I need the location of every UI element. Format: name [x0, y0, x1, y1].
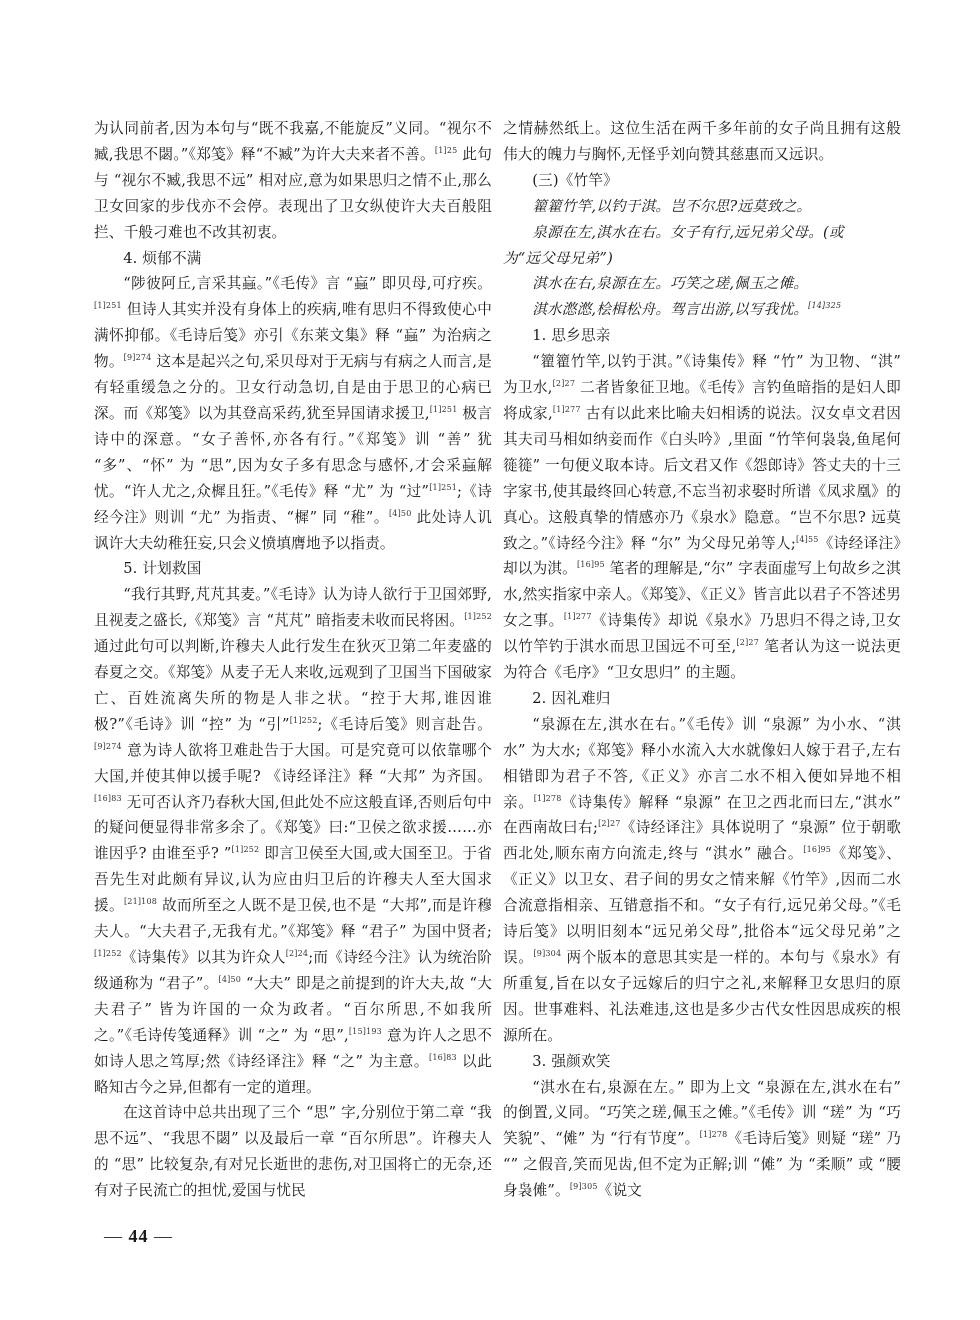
text-run: 泉源在左,淇水在右。女子有行,远兄弟父母。(或: [532, 223, 844, 241]
section-heading: [94, 246, 492, 272]
citation-superscript: [1]277: [552, 405, 581, 415]
text-run: 《诗集传》以其为许众人: [121, 949, 286, 966]
text-run: 《诗集传》却说《泉水》乃思归不得之诗,卫女以竹竿钓于淇水而思卫国远不可至,: [503, 612, 901, 656]
paragraph: [94, 116, 492, 246]
paragraph: [94, 582, 492, 1100]
text-run: 即言卫侯至大国,或大国至卫。于省吾先生对此颇有异议,认为应由归卫后的许穆夫人至大国求援。: [94, 845, 492, 915]
text-run: 两个版本的意思其实是一样的。本句与《泉水》有所重复,旨在以女子远嫁后的归宁之礼,来解释卫女思归的原因。世事难料、礼法难违,这也是多少古代女性因思成疾的根源所在。: [503, 949, 901, 1044]
paragraph: [94, 1100, 492, 1204]
citation-superscript: [1]278: [699, 1130, 728, 1140]
citation-superscript: [4]50: [218, 975, 242, 985]
poem-line: [503, 194, 901, 220]
citation-superscript: [1]252: [94, 949, 122, 959]
citation-superscript: [4]55: [796, 534, 819, 544]
text-run: “淇水在右,泉源在左。” 即为上文 “泉源在左,淇水在右” 的倒置,义同。“巧笑之瑳,佩玉之傩。”《毛传》训 “瑳” 为 “巧笑貌”、“傩” 为 “行有节度”。: [503, 1078, 901, 1148]
text-run: 在这首诗中总共出现了三个 “思” 字,分别位于第二章 “我思不远”、“我思不閟” 以及最后一章 “百尔所思”。许穆夫人的 “思” 比较复杂,有对兄长逝世的悲伤,对卫国将亡的无奈,还有对子民流亡的担忧,爱国与忧民: [94, 1104, 492, 1200]
citation-superscript: [1]251: [94, 301, 122, 311]
citation-superscript: [2]27: [736, 638, 759, 648]
section-heading: [94, 556, 492, 582]
text-run: 5. 计划救国: [123, 560, 202, 578]
citation-superscript: [1]251: [429, 405, 458, 415]
text-run: 《毛诗后笺》则疑 “瑳” 乃 “” 之假音,笑而见齿,但不定为正解;训 “傩” 为 “柔顺” 或 “腰身袅傩”。: [503, 1130, 901, 1200]
poem-line: [503, 246, 901, 272]
citation-superscript: [4]50: [388, 508, 412, 518]
paragraph: [503, 712, 901, 1049]
text-run: ;《诗经今注》则训 “尤” 为指责、“樨” 同 “稚”。: [94, 482, 492, 526]
citation-superscript: [16]83: [94, 793, 122, 803]
citation-superscript: [1]252: [289, 715, 318, 725]
text-run: 极言诗中的深意。“女子善怀,亦各有行。”《郑笺》训 “善” 犹 “多”、“怀” 为 “思”,因为女子多有思念与感怀,才会采蝱解忧。“许人尤之,众樨且狂。”《毛传》释 “尤” 为 “过”: [94, 404, 492, 500]
citation-superscript: [21]108: [123, 897, 158, 907]
text-run: 为认同前者,因为本句与“既不我嘉,不能旋反”义同。“视尔不臧,我思不閟。”《郑笺》释“不臧”为许大夫来者不善。: [94, 120, 492, 163]
citation-superscript: [1]252: [464, 612, 492, 622]
page-number-value: 44: [128, 1226, 149, 1246]
citation-superscript: [15]193: [348, 1026, 382, 1036]
text-run: 《说文: [597, 1182, 643, 1200]
citation-superscript: [1]278: [533, 793, 562, 803]
text-run: 这本是起兴之句,采贝母对于无病与有病之人而言,是有轻重缓急之分的。卫女行动急切,自是由于思卫的心病已深。而《郑笺》以为其登高采药,犹至异国请求援卫,: [94, 353, 492, 422]
text-run: (三)《竹竿》: [532, 171, 618, 189]
section-heading: [503, 168, 901, 194]
text-run: 此处诗人讥讽许大夫幼稚狂妄,只会义愤填膺地予以指责。: [94, 508, 492, 552]
citation-superscript: [1]25: [434, 146, 458, 156]
text-run: ;而《诗经今注》认为统治阶级通称为 “君子”。: [94, 949, 492, 992]
poem-line: [503, 297, 901, 323]
text-run: 淇水滺滺,桧楫松舟。驾言出游,以写我忧。: [532, 301, 809, 319]
left-column: [94, 116, 492, 1204]
citation-superscript: [1]277: [563, 612, 592, 622]
section-heading: [503, 323, 901, 349]
text-run: 之情赫然纸上。这位生活在两千多年前的女子尚且拥有这般伟大的魄力与胸怀,无怪乎刘向赞其慈惠而又远识。: [503, 120, 901, 163]
text-run: 无可否认齐乃春秋大国,但此处不应这般直译,否则后句中的疑问便显得非常多余了。《郑笺》曰:“卫侯之欲求援……亦谁因乎? 由谁至乎? ”: [94, 793, 492, 863]
citation-superscript: [2]24: [285, 949, 309, 959]
text-run: 二者皆象征卫地。《毛传》言钓鱼暗指的是妇人即将成家,: [503, 379, 901, 422]
text-run: 为“远父母兄弟”): [503, 249, 613, 267]
paragraph: [503, 349, 901, 686]
text-run: “我行其野,芃芃其麦。”《毛诗》认为诗人欲行于卫国郊野,且视麦之盛长,《郑笺》言 “芃芃” 暗指麦未收而民将困。: [94, 586, 492, 630]
paragraph: [503, 116, 901, 168]
paragraph: [94, 271, 492, 556]
citation-superscript: [9]305: [569, 1182, 598, 1192]
paragraph: [503, 1075, 901, 1205]
text-run: 《郑笺》、《正义》以卫女、君子间的男女之情来解《竹竿》,因而二水合流意指相亲、互错意指不和。“女子有行,远兄弟父母。”《毛诗后笺》以明旧刻本“远兄弟父母”,批俗本“远父母兄弟”之误。: [503, 845, 901, 966]
poem-line: [503, 220, 901, 246]
poem-line: [503, 271, 901, 297]
text-run: 4. 烦郁不满: [123, 249, 202, 267]
text-run: 古有以此来比喻夫妇相诱的说法。汉女卓文君因其夫司马相如纳妾而作《白头吟》,里面 “竹竿何袅袅,鱼尾何簁簁” 一句便义取本诗。后文君又作《怨郎诗》答丈夫的十三字家书,使其最终回心转意,不忘当初求娶时所谱《凤求凰》的真心。这般真挚的情感亦乃《泉水》隐意。“岂不尔思? 远莫致之。”《诗经今注》释 “尔” 为父母兄弟等人;: [503, 404, 901, 552]
text-run: 意为诗人欲将卫难赴告于大国。可是究竟可以依靠哪个大国,并使其伸以援手呢? 《诗经译注》释 “大邦” 为齐国。: [94, 741, 492, 785]
text-run: ;《毛诗后笺》则言赴告。: [317, 715, 492, 733]
text-run: “陟彼阿丘,言采其蝱。”《毛传》言 “蝱” 即贝母,可疗疾。: [123, 275, 492, 293]
citation-superscript: [16]83: [429, 1052, 457, 1062]
text-run: 籊籊竹竿,以钓于淇。岂不尔思?远莫致之。: [532, 197, 812, 215]
text-run: 1. 思乡思亲: [532, 327, 611, 345]
citation-superscript: [2]27: [598, 819, 621, 829]
text-run: 《诗经译注》具体说明了 “泉源” 位于朝歌西北处,顺东南方向流走,终与 “淇水” 融合。: [503, 819, 901, 863]
text-run: 以此略知古今之异,但都有一定的道理。: [94, 1052, 492, 1096]
text-run: “大夫” 即是之前提到的许大夫,故 “大夫君子” 皆为许国的一众为政者。“百尔所思,不如我所之。”《毛诗传笺通释》训 “之” 为 “思”,: [94, 974, 492, 1044]
citation-superscript: [2]27: [552, 379, 576, 389]
text-run: “泉源在左,淇水在右。”《毛传》训 “泉源” 为小水、“淇水” 为大水;《郑笺》释小水流入大水就像妇人嫁于君子,左右相错即为君子不答,《正义》亦言二水不相入便如异地不相亲。: [503, 715, 901, 811]
text-run: 笔者认为这一说法更为符合《毛序》“卫女思归” 的主题。: [503, 638, 901, 682]
section-heading: [503, 1049, 901, 1075]
text-run: 淇水在右,泉源在左。巧笑之瑳,佩玉之傩。: [532, 275, 809, 293]
page-number-dash-left: —: [104, 1226, 123, 1246]
right-column: [503, 116, 901, 1204]
page-number-dash-right: —: [154, 1226, 173, 1246]
text-run: 《诗经译注》却以为淇。: [503, 534, 901, 578]
text-run: 3. 强颜欢笑: [532, 1052, 611, 1070]
section-heading: [503, 686, 901, 712]
citation-superscript: [9]274: [94, 741, 122, 751]
text-run: 但诗人其实并没有身体上的疾病,唯有思归不得致使心中满怀抑郁。《毛诗后笺》亦引《东莱文集》释 “蝱” 为治病之物。: [94, 301, 492, 371]
text-run: 《诗集传》解释 “泉源” 在卫之西北而曰左,“淇水” 在西南故曰右;: [503, 793, 901, 837]
citation-superscript: [14]325: [808, 301, 842, 311]
page-number: [104, 1226, 173, 1247]
citation-superscript: [16]95: [803, 845, 832, 855]
text-run: 意为许人之思不如诗人思之笃厚;然《诗经译注》释 “之” 为主意。: [94, 1026, 492, 1070]
citation-superscript: [9]304: [533, 949, 562, 959]
citation-superscript: [1]252: [231, 845, 260, 855]
citation-superscript: [9]274: [123, 353, 152, 363]
text-run: 此句与 “视尔不臧,我思不远” 相对应,意为如果思归之情不止,那么卫女回家的步伐亦不会停。表现出了卫女纵使许大夫百般阻拦、千般刁难也不改其初衷。: [94, 145, 493, 241]
text-run: 2. 因礼难归: [532, 689, 611, 707]
citation-superscript: [16]95: [576, 560, 605, 570]
text-run: 笔者的理解是,“尔” 字表面虚写上句故乡之淇水,然实指家中亲人。《郑笺》、《正义》皆言此以君子不答述男女之事。: [503, 560, 901, 630]
text-run: “籊籊竹竿,以钓于淇。”《诗集传》释 “竹” 为卫物、“淇” 为卫水,: [503, 353, 901, 397]
citation-superscript: [1]251: [429, 482, 458, 492]
text-run: 故而所至之人既不是卫侯,也不是 “大邦”,而是许穆夫人。“大夫君子,无我有尤。”《郑笺》释 “君子” 为国中贤者;: [94, 897, 492, 941]
text-run: 通过此句可以判断,许穆夫人此行发生在狄灭卫第二年麦盛的春夏之交。《郑笺》从麦子无人来收,远观到了卫国当下国破家亡、百姓流离失所的物是人非之状。“控于大邦,谁因谁极?”《毛诗》训 “控” 为 “引”: [94, 638, 492, 733]
